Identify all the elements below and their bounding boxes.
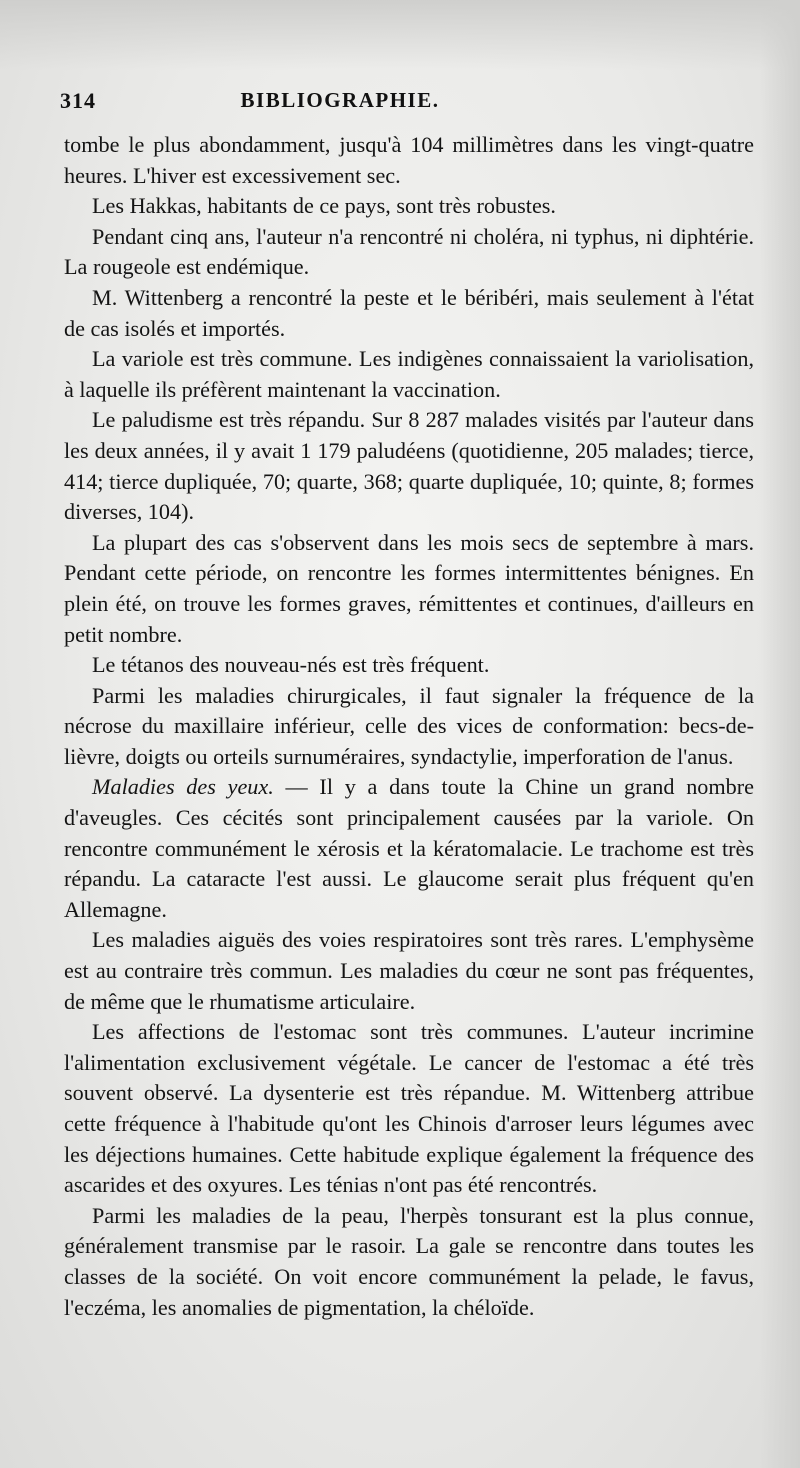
- body-text: [64, 130, 754, 1323]
- paragraph-text: — Il y a dans toute la Chine un grand nombre d'aveugles. Ces cécités sont principalement causées par la variole. On rencontre communément le xérosis et la kératomalacie. Le trachome est très répandu. La cataracte l'est aussi. Le glaucome serait plus fréquent qu'en Allemagne.: [64, 774, 754, 922]
- paragraph: Le paludisme est très répandu. Sur 8 287 malades visités par l'auteur dans les deux années, il y avait 1 179 paludéens (quotidienne, 205 malades; tierce, 414; tierce dupliquée, 70; quarte, 368; quarte dupliquée, 10; quinte, 8; formes diverses, 104).: [64, 407, 754, 525]
- paragraph: Parmi les maladies chirurgicales, il faut signaler la fréquence de la nécrose du maxillaire inférieur, celle des vices de conformation: becs-de-lièvre, doigts ou orteils surnuméraires, syndactylie, imperforation de l'anus.: [64, 682, 754, 769]
- paragraph: La variole est très commune. Les indigènes connaissaient la variolisation, à laquelle ils préfèrent maintenant la vaccination.: [64, 346, 754, 402]
- section-title: BIBLIOGRAPHIE.: [240, 88, 440, 112]
- scan-shadow-top: [0, 0, 800, 70]
- italic-subheading: Maladies des yeux.: [92, 774, 274, 800]
- paragraph: Les affections de l'estomac sont très communes. L'auteur incrimine l'alimentation exclusivement végétale. Le cancer de l'estomac a été très souvent observé. La dysenterie est très répandue. M. Wittenberg attribue cette fréquence à l'habitude qu'ont les Chinois d'arroser leurs légumes avec les déjections humaines. Cette habitude explique également la fréquence des ascarides et des oxyures. Les ténias n'ont pas été rencontrés.: [64, 1019, 754, 1198]
- paragraph: Les Hakkas, habitants de ce pays, sont très robustes.: [92, 193, 556, 219]
- paragraph: Le tétanos des nouveau-nés est très fréquent.: [92, 652, 490, 678]
- paragraph: Parmi les maladies de la peau, l'herpès tonsurant est la plus connue, généralement transmise par le rasoir. La gale se rencontre dans toutes les classes de la société. On voit encore communément la pelade, le favus, l'eczéma, les anomalies de pigmentation, la chéloïde.: [64, 1202, 754, 1320]
- paragraph: Pendant cinq ans, l'auteur n'a rencontré ni choléra, ni typhus, ni diphtérie. La rougeole est endémique.: [64, 223, 754, 280]
- paragraph: Les maladies aiguës des voies respiratoires sont très rares. L'emphysème est au contraire très commun. Les maladies du cœur ne sont pas fréquentes, de même que le rhumatisme articulaire.: [64, 927, 754, 1014]
- page-number: 314: [60, 88, 96, 113]
- paragraph-eyes: [64, 772, 754, 925]
- paragraph: La plupart des cas s'observent dans les mois secs de septembre à mars. Pendant cette période, on rencontre les formes intermittentes bénignes. En plein été, on trouve les formes graves, rémittentes et continues, d'ailleurs en petit nombre.: [64, 529, 754, 647]
- paragraph: tombe le plus abondamment, jusqu'à 104 millimètres dans les vingt-quatre heures. L'hiver est excessivement sec.: [64, 132, 754, 188]
- paragraph: M. Wittenberg a rencontré la peste et le béribéri, mais seulement à l'état de cas isolés et importés.: [64, 284, 754, 341]
- scan-shadow-right: [760, 0, 800, 1468]
- running-head: [60, 88, 760, 118]
